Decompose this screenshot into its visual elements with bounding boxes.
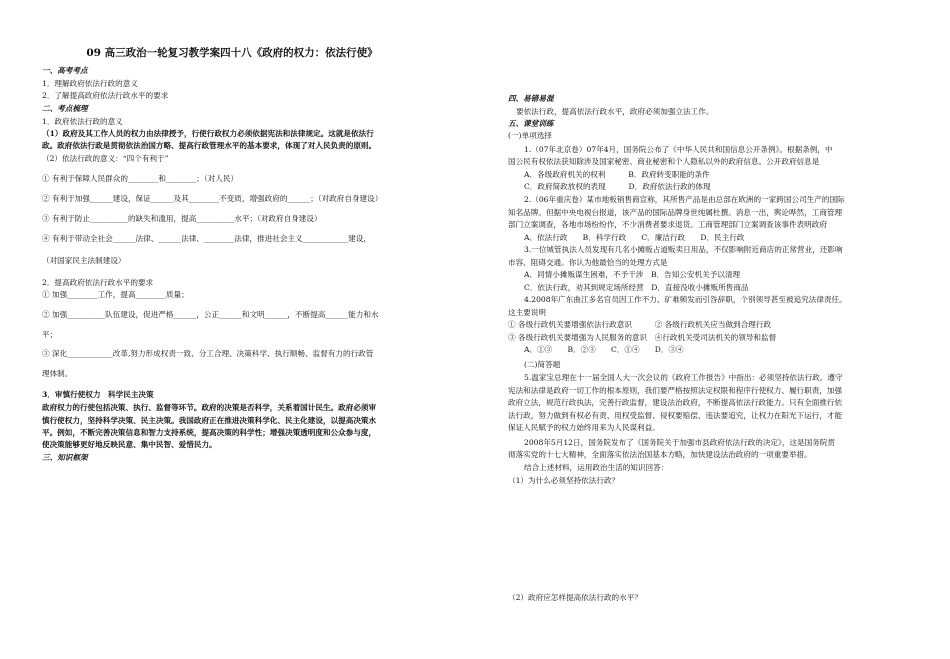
text-line: A．①③ B．②③ C．①④ D．③④ bbox=[524, 345, 684, 354]
text-line: （对国家民主法制建设） bbox=[42, 256, 126, 265]
text-line: ① 有利于保障人民群众的________和________；（对人民） bbox=[42, 174, 239, 183]
text-line: 5.温家宝总理在十一届全国人大一次会议的《政府工作报告》中指出：必须坚持依法行政。遵守 bbox=[524, 373, 843, 382]
text-line: ③ 各级行政机关要增强为人民服务的意识 ④行政机关受司法机关的领导和监督 bbox=[508, 333, 777, 342]
text-line: ④ 有利于带动全社会______法律、______法律、________法律，推进社会主义____________建设， bbox=[42, 234, 371, 243]
text-line: 3．审慎行使权力 科学民主决策 bbox=[42, 390, 154, 399]
text-line: 2.（06年重庆卷）某市地板销售商宣称，其所售产品是由总部在欧洲的一家跨国公司生产的国际 bbox=[524, 195, 845, 204]
text-line: 部门立案调查，各地市场纷纷作，不少消费者要求退货。工商管理部门立案调查该事件表明政府 bbox=[508, 220, 827, 229]
text-line: (二)简答题 bbox=[524, 360, 561, 369]
text-line: 平。例如，不断完善决策信息和智力支持系统，提高决策的科学性；增强决策透明度和公众参与度， bbox=[42, 428, 377, 437]
text-line: （2）依法行政的意义：“四个有利于” bbox=[42, 154, 169, 163]
text-line: 宪法和法律是政府一切工作的根本原则，我们要严格按照法定权限和程序行使权力、履行职责，加强 bbox=[508, 386, 843, 395]
text-line: 政。政府依法行政是贯彻依法治国方略、提高行政管理水平的基本要求，体现了对人民负责的原则。 bbox=[42, 141, 377, 150]
text-line: C．政府简政放权的表现 D．政府依法行政的体现 bbox=[524, 182, 711, 191]
text-line: 1．理解政府依法行政的意义 bbox=[42, 79, 138, 88]
text-line: 市容、阻碍交通。你认为他最恰当的处理方式是 bbox=[508, 258, 668, 267]
text-line: 彻落实党的十七大精神，全面落实依法治国基本方略，加快建设法治政府的一项重要举措。 bbox=[508, 450, 812, 459]
section-heading: 三、知识框架 bbox=[42, 453, 88, 462]
section-heading: 五、课堂训练 bbox=[508, 119, 554, 128]
text-line: ① 各级行政机关要增强依法行政意识 ② 各级行政机关应当做到合理行政 bbox=[508, 320, 772, 329]
text-line: （2）政府应怎样提高依法行政的水平？ bbox=[508, 593, 642, 602]
text-line: （1）政府及其工作人员的权力由法律授予，行使行政权力必须依据宪法和法律规定。这就是依法行 bbox=[42, 129, 374, 138]
text-line: ② 加强__________队伍建设，促进严格______，公正______和文明______，不断提高______能力和水 bbox=[42, 310, 379, 319]
text-line: C．依法行政，劝其到规定场所经营 D．直接没收小摊贩所售商品 bbox=[524, 283, 749, 292]
text-line: 国公民有权依法获知除涉及国家秘密、商业秘密和个人隐私以外的政府信息。公开政府信息是 bbox=[508, 157, 820, 166]
text-line: 理体制。 bbox=[42, 369, 73, 378]
text-line: 知名品牌。但据中央电视台报道，该产品的国际品牌身世纯属杜撰。消息一出，舆论哗然，工商管理 bbox=[508, 208, 843, 217]
text-line: 2．提高政府依法行政水平的要求 bbox=[42, 278, 154, 287]
text-line: 保证人民赋予的权力始终用来为人民谋利益。 bbox=[508, 423, 660, 432]
text-line: 平； bbox=[42, 330, 58, 339]
text-line: 要依法行政，提高依法行政水平，政府必须加强立法工作。 bbox=[516, 107, 714, 116]
text-line: 2008年5月12日，国务院发布了《国务院关于加强市县政府依法行政的决定》，这是国务院贯 bbox=[524, 438, 835, 447]
section-heading: 一、高考考点 bbox=[42, 66, 88, 75]
text-line: 这主要说明 bbox=[508, 308, 546, 317]
text-line: 2．了解提高政府依法行政水平的要求 bbox=[42, 91, 169, 100]
text-line: A．依法行政 B．科学行政 C．廉洁行政 D．民主行政 bbox=[524, 233, 745, 242]
text-line: 1．政府依法行政的意义 bbox=[42, 117, 123, 126]
text-line: (一)单项选择 bbox=[508, 131, 552, 140]
text-line: 1.（07年北京卷）07年4月，国务院公布了《中华人民共和国信息公开条例》。根据条例，中 bbox=[524, 145, 833, 154]
text-line: 4.2008年广东曲江多名官员因工作不力、矿难频发而引咎辞职，个别领导甚至被追究法律责任。 bbox=[524, 295, 847, 304]
text-line: 使决策能够更好地反映民意、集中民智、爱惜民力。 bbox=[42, 440, 217, 449]
text-line: A．各级政府机关的权利 B．政府转变职能的条件 bbox=[524, 170, 710, 179]
text-line: ② 有利于加强______建设，保证______及其________不变质，增强政府的______；（对政府自身建设） bbox=[42, 194, 383, 203]
text-line: 政府立法，规范行政执法，完善行政监督，建设法治政府，不断提高依法行政能力。只有全面推行依 bbox=[508, 398, 843, 407]
text-line: 政府权力的行使包括决策、执行、监督等环节。政府的决策是否科学，关系着国计民生。政府必须审 bbox=[42, 403, 377, 412]
section-heading: 二、考点梳理 bbox=[42, 104, 88, 113]
text-line: ③ 有利于防止__________的缺失和滥用，提高__________水平；（对政府自身建设） bbox=[42, 214, 322, 223]
text-line: ③ 深化____________改革,努力形成权责一致、分工合理、决策科学、执行顺畅、监督有力的行政管 bbox=[42, 349, 374, 358]
text-line: A．同情小摊贩谋生困难，不予干涉 B．告知公安机关予以清理 bbox=[524, 270, 741, 279]
section-heading: 四、易错易混 bbox=[508, 94, 554, 103]
text-line: 慎行使权力，坚持科学决策、民主决策。我国政府正在推进决策科学化、民主化建设，以提高决策水 bbox=[42, 416, 377, 425]
document-title: 09 高三政治一轮复习教学案四十八《政府的权力：依法行使》 bbox=[86, 47, 378, 59]
text-line: 法行政，努力做到有权必有责、用权受监督、侵权要赔偿、违法要追究，让权力在阳光下运行，才能 bbox=[508, 411, 843, 420]
text-line: （1）为什么必须坚持依法行政？ bbox=[508, 476, 620, 485]
text-line: 3.一位城管执法人员发现有几名小摊贩占道贩卖日用品，不仅影响附近商店的正常营业，还影响 bbox=[524, 245, 843, 254]
text-line: 结合上述材料，运用政治生活的知识回答： bbox=[524, 463, 669, 472]
text-line: ① 加强________工作，提高________质量； bbox=[42, 290, 189, 299]
